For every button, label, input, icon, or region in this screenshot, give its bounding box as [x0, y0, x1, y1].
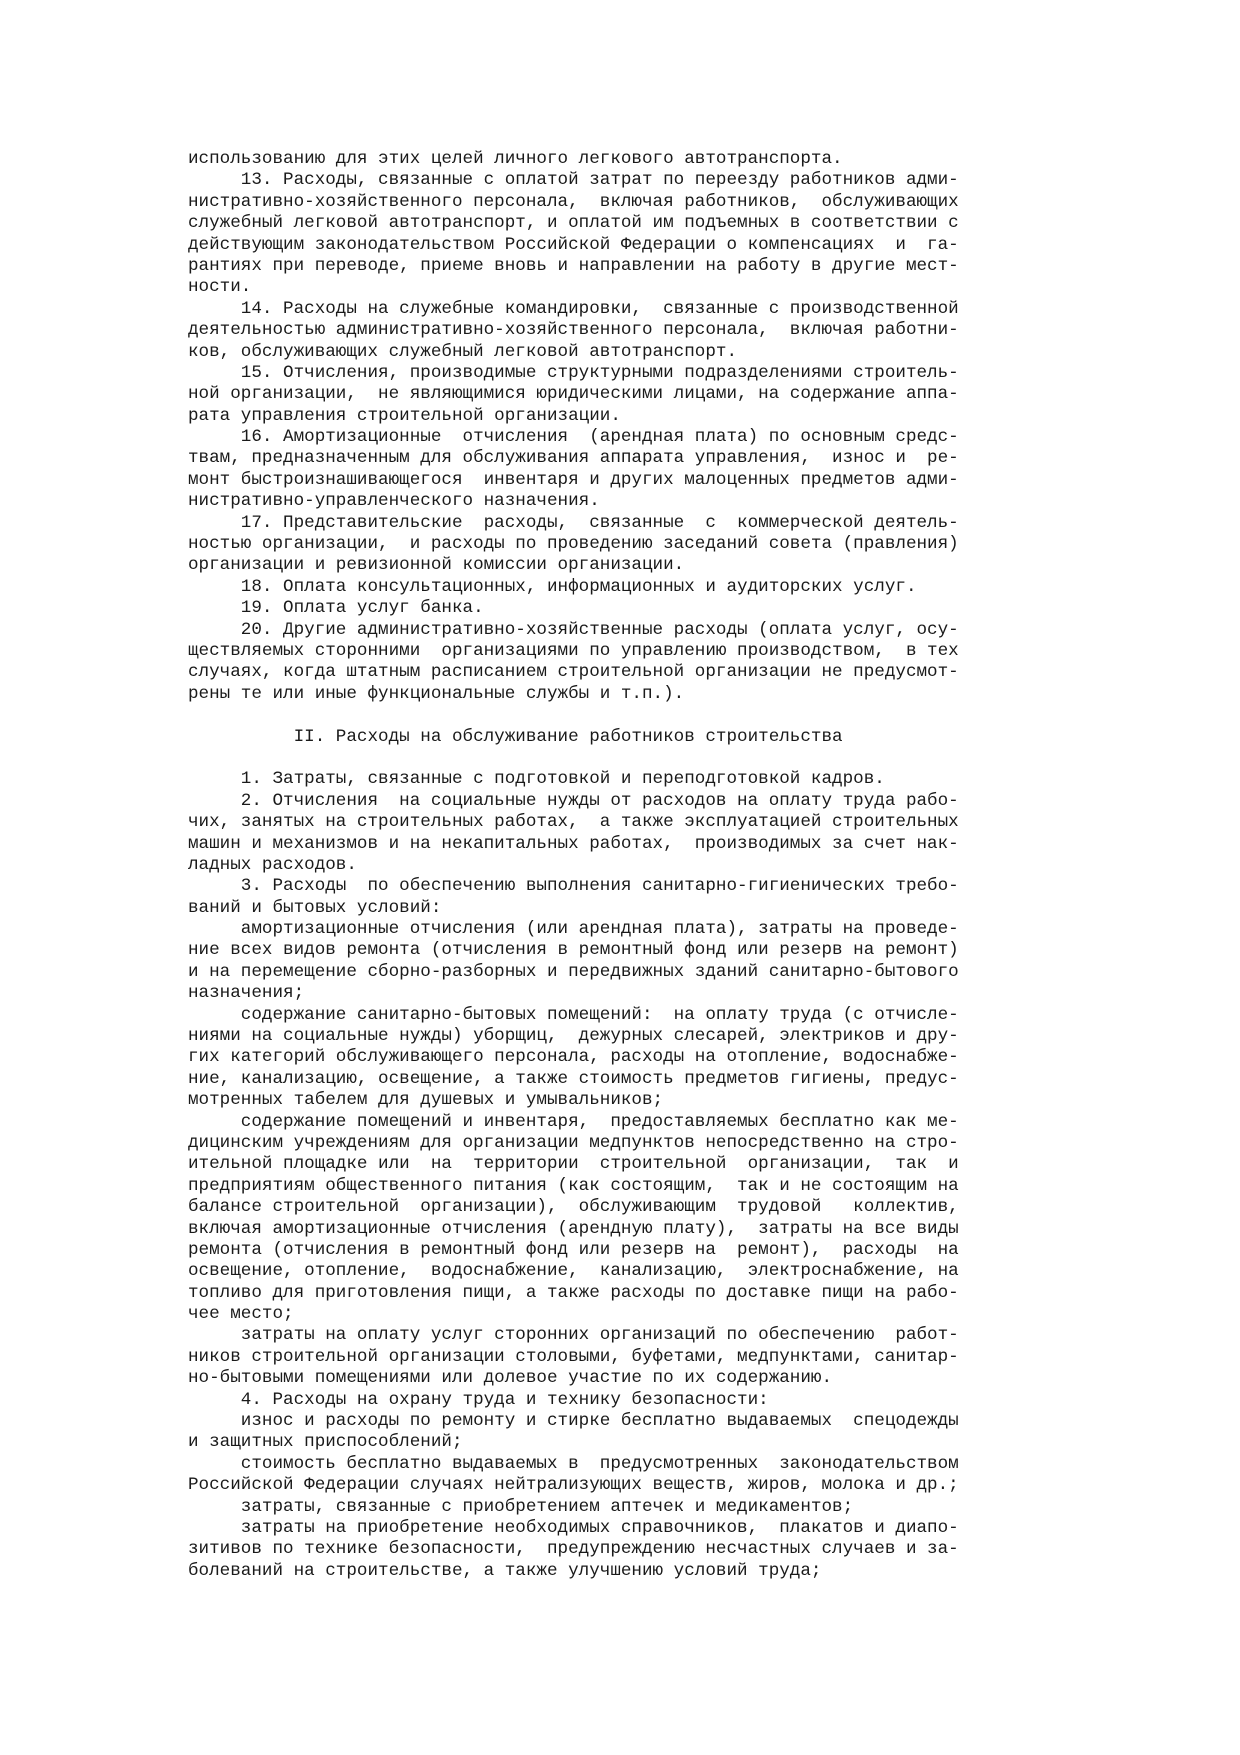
text-line: 15. Отчисления, производимые структурными подразделениями строитель-	[188, 362, 959, 383]
text-line: содержание санитарно-бытовых помещений: на оплату труда (с отчисле-	[188, 1004, 959, 1025]
text-line: назначения;	[188, 983, 305, 1004]
text-line: служебный легковой автотранспорт, и оплатой им подъемных в соответствии с	[188, 213, 959, 234]
text-line: затраты на оплату услуг сторонних организаций по обеспечению работ-	[188, 1325, 959, 1346]
text-line: случаях, когда штатным расписанием строительной организации не предусмот-	[188, 662, 959, 683]
text-line: нистративно-управленческого назначения.	[188, 491, 600, 512]
text-line: ной организации, не являющимися юридическими лицами, на содержание аппа-	[188, 384, 959, 405]
text-line: и защитных приспособлений;	[188, 1432, 463, 1453]
text-line: ваний и бытовых условий:	[188, 897, 442, 918]
text-line: зитивов по технике безопасности, предупреждению несчастных случаев и за-	[188, 1539, 959, 1560]
text-line: ностью организации, и расходы по проведению заседаний совета (правления)	[188, 534, 959, 555]
text-line: II. Расходы на обслуживание работников строительства	[188, 726, 843, 747]
text-line: рены те или иные функциональные службы и т.п.).	[188, 683, 685, 704]
text-line: 13. Расходы, связанные с оплатой затрат по переезду работников адми-	[188, 170, 959, 191]
text-line: освещение, отопление, водоснабжение, канализацию, электроснабжение, на	[188, 1261, 959, 1282]
blank-line	[188, 705, 1068, 726]
text-line: 4. Расходы на охрану труда и технику безопасности:	[188, 1389, 769, 1410]
text-line: 1. Затраты, связанные с подготовкой и переподготовкой кадров.	[188, 769, 885, 790]
text-line: 19. Оплата услуг банка.	[188, 598, 484, 619]
text-line: балансе строительной организации), обслуживающим трудовой коллектив,	[188, 1197, 959, 1218]
text-line: 18. Оплата консультационных, информационных и аудиторских услуг.	[188, 576, 917, 597]
text-line: предприятиям общественного питания (как состоящим, так и не состоящим на	[188, 1175, 959, 1196]
text-line: ремонта (отчисления в ремонтный фонд или резерв на ремонт), расходы на	[188, 1239, 959, 1260]
text-line: деятельностью административно-хозяйственного персонала, включая работни-	[188, 320, 959, 341]
document-body	[188, 149, 1068, 1582]
text-line: действующим законодательством Российской Федерации о компенсациях и га-	[188, 234, 959, 255]
text-line: 17. Представительские расходы, связанные с коммерческой деятель-	[188, 512, 959, 533]
text-line: 20. Другие административно-хозяйственные расходы (оплата услуг, осу-	[188, 619, 959, 640]
text-line: износ и расходы по ремонту и стирке бесплатно выдаваемых спецодежды	[188, 1411, 959, 1432]
text-line: топливо для приготовления пищи, а также расходы по доставке пищи на рабо-	[188, 1282, 959, 1303]
text-line: рата управления строительной организации.	[188, 405, 621, 426]
text-line: Российской Федерации случаях нейтрализующих веществ, жиров, молока и др.;	[188, 1475, 959, 1496]
text-line: чих, занятых на строительных работах, а также эксплуатацией строительных	[188, 812, 959, 833]
text-line: амортизационные отчисления (или арендная плата), затраты на проведе-	[188, 919, 959, 940]
text-line: ладных расходов.	[188, 854, 357, 875]
text-line: болеваний на строительстве, а также улучшению условий труда;	[188, 1560, 822, 1581]
text-line: машин и механизмов и на некапитальных работах, производимых за счет нак-	[188, 833, 959, 854]
text-line: нистративно-хозяйственного персонала, включая работников, обслуживающих	[188, 191, 959, 212]
text-line: ков, обслуживающих служебный легковой автотранспорт.	[188, 341, 738, 362]
text-line: 2. Отчисления на социальные нужды от расходов на оплату труда рабо-	[188, 790, 959, 811]
text-line: ительной площадке или на территории строительной организации, так и	[188, 1154, 959, 1175]
text-line: 3. Расходы по обеспечению выполнения санитарно-гигиенических требо-	[188, 876, 959, 897]
text-line: ниями на социальные нужды) уборщиц, дежурных слесарей, электриков и дру-	[188, 1026, 959, 1047]
text-line: стоимость бесплатно выдаваемых в предусмотренных законодательством	[188, 1453, 959, 1474]
text-line: организации и ревизионной комиссии организации.	[188, 555, 685, 576]
text-line: ности.	[188, 277, 252, 298]
text-line: включая амортизационные отчисления (арендную плату), затраты на все виды	[188, 1218, 959, 1239]
text-line: но-бытовыми помещениями или долевое участие по их содержанию.	[188, 1368, 833, 1389]
text-line: гих категорий обслуживающего персонала, расходы на отопление, водоснабже-	[188, 1047, 959, 1068]
text-line: рантиях при переводе, приеме вновь и направлении на работу в другие мест-	[188, 255, 959, 276]
text-line: монт быстроизнашивающегося инвентаря и других малоценных предметов адми-	[188, 469, 959, 490]
text-line: ние, канализацию, освещение, а также стоимость предметов гигиены, предус-	[188, 1068, 959, 1089]
text-line: содержание помещений и инвентаря, предоставляемых бесплатно как ме-	[188, 1111, 959, 1132]
text-line: ников строительной организации столовыми, буфетами, медпунктами, санитар-	[188, 1346, 959, 1367]
text-line: затраты на приобретение необходимых справочников, плакатов и диапо-	[188, 1518, 959, 1538]
text-line: и на перемещение сборно-разборных и передвижных зданий санитарно-бытового	[188, 961, 959, 982]
text-line: дицинским учреждениям для организации медпунктов непосредственно на стро-	[188, 1132, 959, 1153]
text-line: 14. Расходы на служебные командировки, связанные с производственной	[188, 298, 959, 319]
blank-line	[188, 748, 1068, 769]
text-line: мотренных табелем для душевых и умывальников;	[188, 1090, 664, 1111]
text-line: ние всех видов ремонта (отчисления в ремонтный фонд или резерв на ремонт)	[188, 940, 959, 961]
text-line: затраты, связанные с приобретением аптечек и медикаментов;	[188, 1496, 854, 1517]
text-line: 16. Амортизационные отчисления (арендная плата) по основным средс-	[188, 427, 959, 448]
text-line: ществляемых сторонними организациями по управлению производством, в тех	[188, 640, 959, 661]
text-line: чее место;	[188, 1304, 294, 1325]
text-line: использованию для этих целей личного легкового автотранспорта.	[188, 149, 843, 169]
text-line: твам, предназначенным для обслуживания аппарата управления, износ и ре-	[188, 448, 959, 469]
